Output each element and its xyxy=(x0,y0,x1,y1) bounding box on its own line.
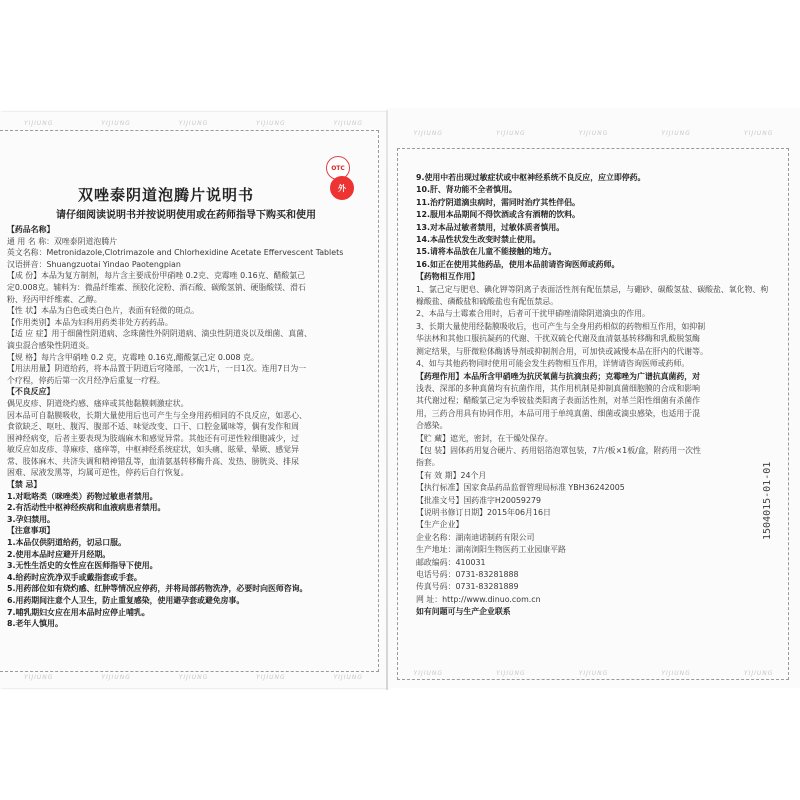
text-line: 【贮 藏】遮光，密封，在干燥处保存。 xyxy=(416,433,553,443)
text-line: 电话号码：0731-83281888 xyxy=(416,570,519,579)
text-line: 常、肢体麻木、共济失调和精神错乱等，血清氨基转移酶升高、发热、膀胱炎、排尿 xyxy=(7,456,299,466)
text-line: 【成 份】本品为复方制剂，每片含主要成份甲硝唑 0.2克、克霉唑 0.16克、醋酸氯己 xyxy=(7,271,306,281)
text-line: 10.肝、肾功能不全者慎用。 xyxy=(416,185,517,195)
text-line: 【适 应 症】用于细菌性阴道病、念珠菌性外阴阴道病、滴虫性阴道炎以及细菌、真菌、 xyxy=(7,329,312,339)
watermark-text: YIJIUNG xyxy=(178,120,209,127)
watermark-text: YIJIUNG xyxy=(413,130,444,137)
watermark-text: YIJIUNG xyxy=(101,120,131,127)
text-line: 困难、尿液发黑等，均属可逆性，停药后自行恢复。 xyxy=(7,468,189,478)
text-line: 因本品可自黏膜吸收，长期大量使用后也可产生与全身用药相同的不良反应，如恶心、 xyxy=(7,410,307,420)
watermark-row-top-right xyxy=(387,130,800,140)
left-text-body xyxy=(7,224,379,630)
text-line: 【包 装】固体药用复合硬片、药用铝箔泡罩包装，7片/板×1板/盒，附药用一次性 xyxy=(416,445,701,455)
text-line: 3、长期大量使用经黏膜吸收后，也可产生与全身用药相似的药物相互作用，如抑制 xyxy=(416,321,706,331)
text-line: 【药品名称】 xyxy=(7,225,55,234)
watermark-text: YIJIUNG xyxy=(496,130,526,137)
text-line: 1.对吡咯类（咪唑类）药物过敏患者禁用。 xyxy=(7,491,158,501)
text-line: 生产地址：湖南浏阳生物医药工业园康平路 xyxy=(416,545,566,555)
text-line: 定0.008克。辅料为：微晶纤维素、预胶化淀粉、酒石酸、碳酸氢钠、硬脂酸镁、滑石 xyxy=(7,282,306,292)
watermark-text: YIJIUNG xyxy=(661,670,691,677)
watermark-text: YIJIUNG xyxy=(743,130,774,137)
watermark-text: YIJIUNG xyxy=(496,670,526,677)
watermark-text: YIJIUNG xyxy=(333,120,364,127)
watermark-row-top xyxy=(0,120,387,130)
text-line: 【禁 忌】 xyxy=(7,480,42,490)
text-line: 华法林和其他口服抗凝药的代谢、干扰双硫仑代谢及血清氨基转移酶和乳酸脱氢酶 xyxy=(416,334,701,344)
watermark-text: YIJIUNG xyxy=(413,670,444,677)
text-line: 1、氯己定与肥皂、碘化钾等阴离子表面活性剂有配伍禁忌，与硼砂、碳酸氢盐、碳酸盐、氧化物、枸 xyxy=(416,284,769,294)
text-line: 食欲缺乏、呕吐、腹泻、腹部不适、味觉改变、口干、口腔金属味等，偶有发作和周 xyxy=(7,422,299,432)
otc-badge: OTC xyxy=(326,156,350,180)
watermark-text: YIJIUNG xyxy=(101,674,131,681)
text-line: 英文名称：Metronidazole,Clotrimazole and Chlorhexidine Acetate Effervescent Tablets xyxy=(7,248,344,258)
text-line: 测定结果，与肝微粒体酶诱导剂或抑制剂合用，可加快或减慢本品在肝内的代谢等。 xyxy=(416,346,708,356)
text-line: 16.如正在使用其他药品，使用本品前请咨询医师或药师。 xyxy=(416,259,620,269)
text-line: 敏反应如皮疹、荨麻疹、瘙痒等，中枢神经系统症状，如头痛、眩晕、晕厥、感觉异 xyxy=(7,445,299,455)
text-line: 【不良反应】 xyxy=(7,387,55,397)
page-fold xyxy=(386,110,388,690)
text-line: 【生产企业】 xyxy=(416,520,464,530)
text-line: 11.治疗阴道滴虫病时，需同时治疗其性伴侣。 xyxy=(416,197,580,207)
text-line: 汉语拼音：Shuangzuotai Yindao Paotengpian xyxy=(7,259,181,269)
text-line: 9.使用中若出现过敏症状或中枢神经系统不良反应，应立即停药。 xyxy=(416,173,646,182)
text-line: 如有问题可与生产企业联系 xyxy=(416,607,511,617)
text-line: 网 址：http://www.dinuo.com.cn xyxy=(416,594,541,604)
watermark-text: YIJIUNG xyxy=(23,120,54,127)
text-line: 【药物相互作用】 xyxy=(416,272,480,282)
text-line: 15.请将本品放在儿童不能接触的地方。 xyxy=(416,247,557,257)
text-line: 个疗程，停药后第一次月经净后重复一疗程。 xyxy=(7,375,165,385)
text-line: 传真号码：0731-83281889 xyxy=(416,582,519,592)
text-line: 浅表、深部的多种真菌均有抗菌作用，其作用机制是抑制真菌细胞膜的合成和影响 xyxy=(416,383,701,393)
external-use-badge: 外 xyxy=(330,176,354,200)
text-line: 【说明书修订日期】2015年06月16日 xyxy=(416,507,551,517)
watermark-text: YIJIUNG xyxy=(661,130,691,137)
text-line: 其代谢过程；醋酸氯己定为季铵盐类阳离子表面活性剂，对革兰阳性细菌有杀菌作 xyxy=(416,396,701,406)
text-line: 3.无性生活史的女性应在医师指导下使用。 xyxy=(7,561,158,571)
text-line: 2.有活动性中枢神经疾病和血液病患者禁用。 xyxy=(7,503,166,513)
text-line: 3.孕妇禁用。 xyxy=(7,514,55,524)
text-line: 橼酸盐、磷酸盐和硫酸盐也有配伍禁忌。 xyxy=(416,297,559,307)
text-line: 1.本品仅供阴道给药，切忌口服。 xyxy=(7,538,126,548)
text-line: 【药理作用】本品所含甲硝唑为抗厌氧菌与抗滴虫药；克霉唑为广谱抗真菌药，对 xyxy=(416,371,701,381)
watermark-text: YIJIUNG xyxy=(333,674,364,681)
text-line: 【有 效 期】24个月 xyxy=(416,470,487,480)
text-line: 围神经病变，后者主要表现为肢端麻木和感觉异常。其他还有可逆性粒细胞减少，过 xyxy=(7,433,299,443)
text-line: 2、本品与土霉素合用时，后者可干扰甲硝唑清除阴道滴虫的作用。 xyxy=(416,309,650,319)
text-line: 企业名称：湖南迪诺制药有限公司 xyxy=(416,532,535,542)
watermark-row-bottom-right xyxy=(387,670,800,680)
text-line: 4、如与其他药物同时使用可能会发生药物相互作用，详情请咨询医师或药师。 xyxy=(416,359,690,369)
leaflet-subtitle: 请仔细阅读说明书并按说明使用或在药师指导下购买和使用 xyxy=(56,210,316,221)
text-line: 用，三药合用具有协同作用，本品可用于单纯真菌、细菌或滴虫感染，也适用于混 xyxy=(416,408,701,418)
text-line: 【用法用量】阴道给药，将本品置于阴道后穹隆部，一次1片，一日1次。连用7日为一 xyxy=(7,364,307,374)
text-line: 4.给药时应洗净双手或戴指套或手套。 xyxy=(7,572,142,582)
text-line: 2.使用本品时应避开月经期。 xyxy=(7,549,111,559)
text-line: 【作用类别】本品为妇科用药类非处方药药品。 xyxy=(7,317,173,327)
text-line: 12.服用本品期间不得饮酒或含有酒精的饮料。 xyxy=(416,210,580,220)
text-line: 粉、羟丙甲纤维素、乙醇。 xyxy=(7,294,102,304)
text-line: 6.用药期间注意个人卫生，防止重复感染，使用避孕套或避免房事。 xyxy=(7,596,245,605)
watermark-text: YIJIUNG xyxy=(578,670,609,677)
text-line: 14.本品性状发生改变时禁止使用。 xyxy=(416,235,541,245)
watermark-text: YIJIUNG xyxy=(743,670,774,677)
text-line: 合感染。 xyxy=(416,421,448,431)
text-line: 5.用药部位如有烧灼感、红肿等情况应停药，并将局部药物洗净，必要时向医师咨询。 xyxy=(7,584,308,594)
watermark-row-bottom xyxy=(0,674,387,684)
text-line: 邮政编码：410031 xyxy=(416,557,486,567)
text-line: 指套。 xyxy=(416,458,440,468)
text-line: 偶见皮疹、阴道烧灼感、瘙痒或其他黏膜刺激症状。 xyxy=(7,398,189,408)
leaflet-title: 双唑泰阴道泡腾片说明书 xyxy=(78,186,255,204)
right-text-body xyxy=(416,172,786,619)
text-line: 通 用 名 称：双唑泰阴道泡腾片 xyxy=(7,236,118,246)
text-line: 【规 格】每片含甲硝唑 0.2 克，克霉唑 0.16克,醋酸氯己定 0.008 克。 xyxy=(7,352,259,362)
text-line: 【性 状】本品为白色或类白色片，表面有轻微的斑点。 xyxy=(7,306,199,316)
text-line: 滴虫混合感染性阴道炎。 xyxy=(7,340,94,350)
watermark-text: YIJIUNG xyxy=(23,674,54,681)
text-line: 7.哺乳期妇女应在用本品时应停止哺乳。 xyxy=(7,607,150,617)
watermark-text: YIJIUNG xyxy=(256,674,286,681)
vertical-code: 1504015-01-01 xyxy=(762,461,773,540)
text-line: 13.对本品过敏者禁用，过敏体质者慎用。 xyxy=(416,222,565,232)
watermark-text: YIJIUNG xyxy=(256,120,286,127)
text-line: 8.老年人慎用。 xyxy=(7,619,63,629)
watermark-text: YIJIUNG xyxy=(178,674,209,681)
text-line: 【注意事项】 xyxy=(7,526,55,536)
text-line: 【批准文号】国药准字H20059279 xyxy=(416,495,542,505)
watermark-text: YIJIUNG xyxy=(578,130,609,137)
text-line: 【执行标准】国家食品药品监督管理局标准 YBH36242005 xyxy=(416,483,625,493)
